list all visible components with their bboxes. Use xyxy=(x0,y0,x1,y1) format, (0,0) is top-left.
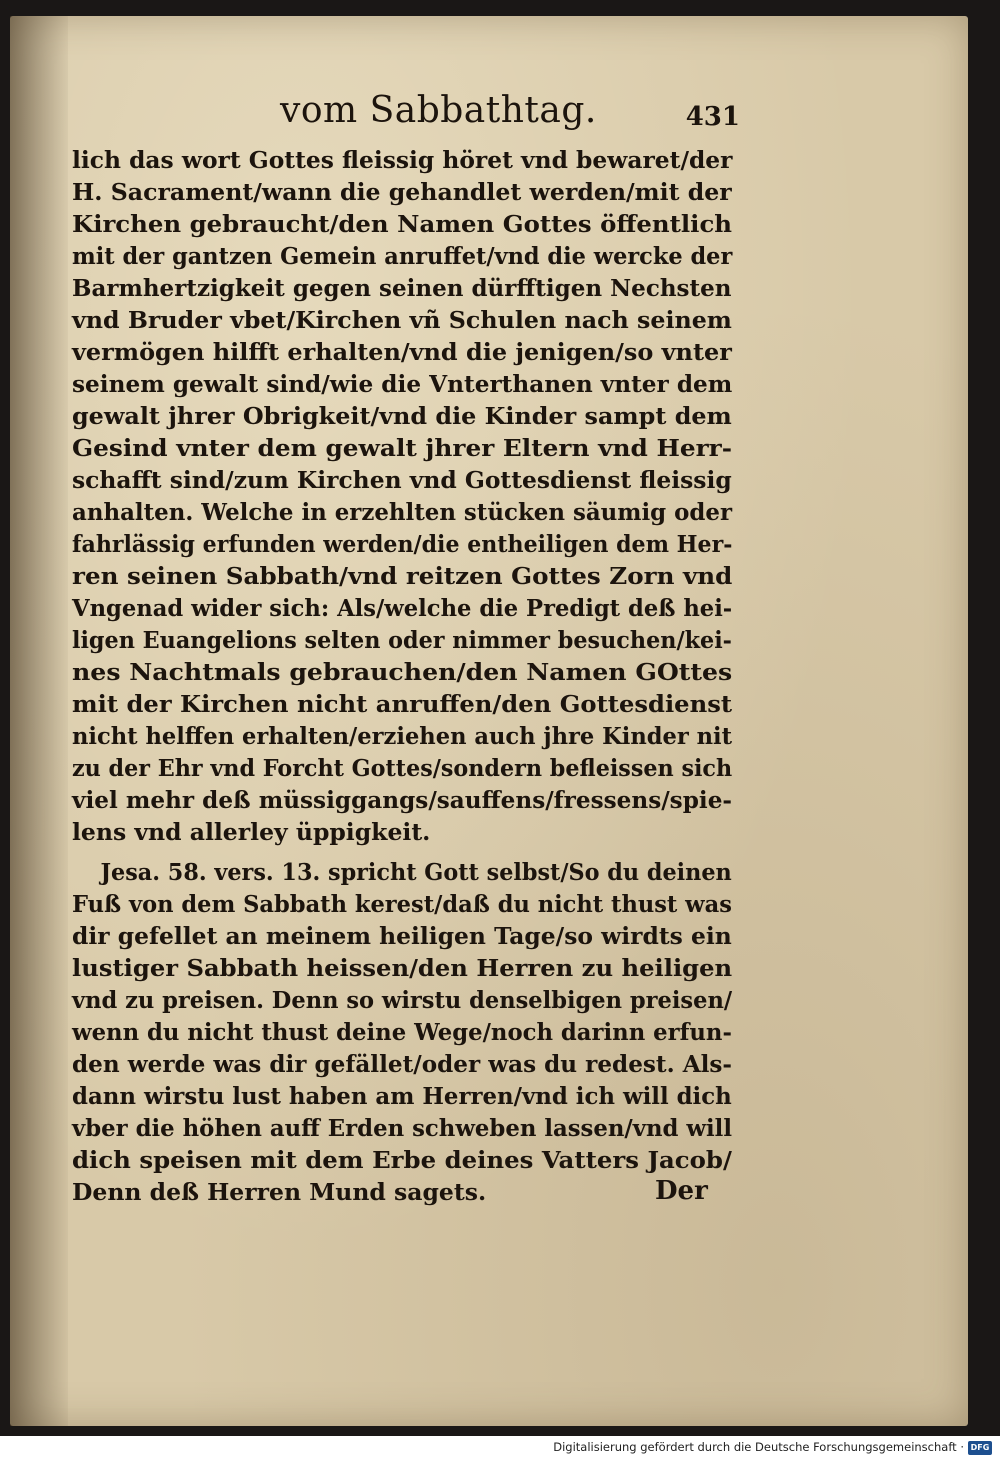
paragraph-1 xyxy=(72,144,732,848)
text-line: vnd Bruder vbet/Kirchen vñ Schulen nach seinem xyxy=(72,306,732,334)
text-line: Denn deß Herren Mund sagets. xyxy=(72,1178,487,1206)
text-line: fahrlässig erfunden werden/die entheiligen dem Her- xyxy=(72,530,733,558)
page-gutter-shadow xyxy=(10,16,68,1426)
text-line: wenn du nicht thust deine Wege/noch darinn erfun- xyxy=(72,1018,732,1046)
running-head: vom Sabbathtag. xyxy=(280,90,597,131)
dfg-logo-text: DFG xyxy=(970,1443,990,1452)
text-line: ligen Euangelions selten oder nimmer besuchen/kei- xyxy=(72,626,732,654)
dfg-logo-icon xyxy=(968,1441,992,1455)
text-line: lich das wort Gottes fleissig höret vnd bewaret/der xyxy=(72,146,733,174)
body-text xyxy=(72,144,732,1208)
catchword: Der xyxy=(655,1176,708,1206)
text-line: nes Nachtmals gebrauchen/den Namen GOttes xyxy=(72,658,733,686)
book-page xyxy=(10,16,968,1426)
text-line: Kirchen gebraucht/den Namen Gottes öffentlich xyxy=(72,210,733,238)
text-line: viel mehr deß müssiggangs/sauffens/fressens/spie- xyxy=(72,786,733,814)
footer-bar xyxy=(0,1436,1000,1461)
page-number: 431 xyxy=(685,102,740,132)
text-line: zu der Ehr vnd Forcht Gottes/sondern befleissen sich xyxy=(72,754,733,782)
text-line: Jesa. 58. vers. 13. spricht Gott selbst/So du deinen xyxy=(100,858,732,886)
page-header xyxy=(280,90,740,150)
funding-credit: Digitalisierung gefördert durch die Deutsche Forschungsgemeinschaft · xyxy=(553,1440,964,1454)
text-line: seinem gewalt sind/wie die Vnterthanen vnter dem xyxy=(72,370,733,398)
text-line: vber die höhen auff Erden schweben lassen/vnd will xyxy=(72,1114,732,1142)
text-line: dir gefellet an meinem heiligen Tage/so wirdts ein xyxy=(72,922,732,950)
text-line: schafft sind/zum Kirchen vnd Gottesdienst fleissig xyxy=(72,466,732,494)
text-line: lustiger Sabbath heissen/den Herren zu heiligen xyxy=(72,954,733,982)
text-line: gewalt jhrer Obrigkeit/vnd die Kinder sampt dem xyxy=(72,402,732,430)
text-line: vnd zu preisen. Denn so wirstu denselbigen preisen/ xyxy=(72,986,733,1014)
text-line: Gesind vnter dem gewalt jhrer Eltern vnd Herr- xyxy=(72,434,733,462)
text-line: Vngenad wider sich: Als/welche die Predigt deß hei- xyxy=(72,594,733,622)
text-line: H. Sacrament/wann die gehandlet werden/mit der xyxy=(72,178,732,206)
text-line: Barmhertzigkeit gegen seinen dürfftigen Nechsten xyxy=(72,274,732,302)
text-line: Fuß von dem Sabbath kerest/daß du nicht thust was xyxy=(72,890,732,918)
paragraph-2 xyxy=(72,856,732,1208)
text-line: mit der Kirchen nicht anruffen/den Gottesdienst xyxy=(72,690,733,718)
paragraph-gap xyxy=(72,848,732,856)
text-line: den werde was dir gefället/oder was du redest. Als- xyxy=(72,1050,733,1078)
text-line: anhalten. Welche in erzehlten stücken säumig oder xyxy=(72,498,733,526)
text-line: dich speisen mit dem Erbe deines Vatters Jacob/ xyxy=(72,1146,732,1174)
text-line: lens vnd allerley üppigkeit. xyxy=(72,818,431,846)
text-line: ren seinen Sabbath/vnd reitzen Gottes Zorn vnd xyxy=(72,562,733,590)
text-line: mit der gantzen Gemein anruffet/vnd die wercke der xyxy=(72,242,733,270)
text-line: dann wirstu lust haben am Herren/vnd ich will dich xyxy=(72,1082,732,1110)
text-line: nicht helffen erhalten/erziehen auch jhre Kinder nit xyxy=(72,722,733,750)
text-line: vermögen hilfft erhalten/vnd die jenigen/so vnter xyxy=(72,338,732,366)
